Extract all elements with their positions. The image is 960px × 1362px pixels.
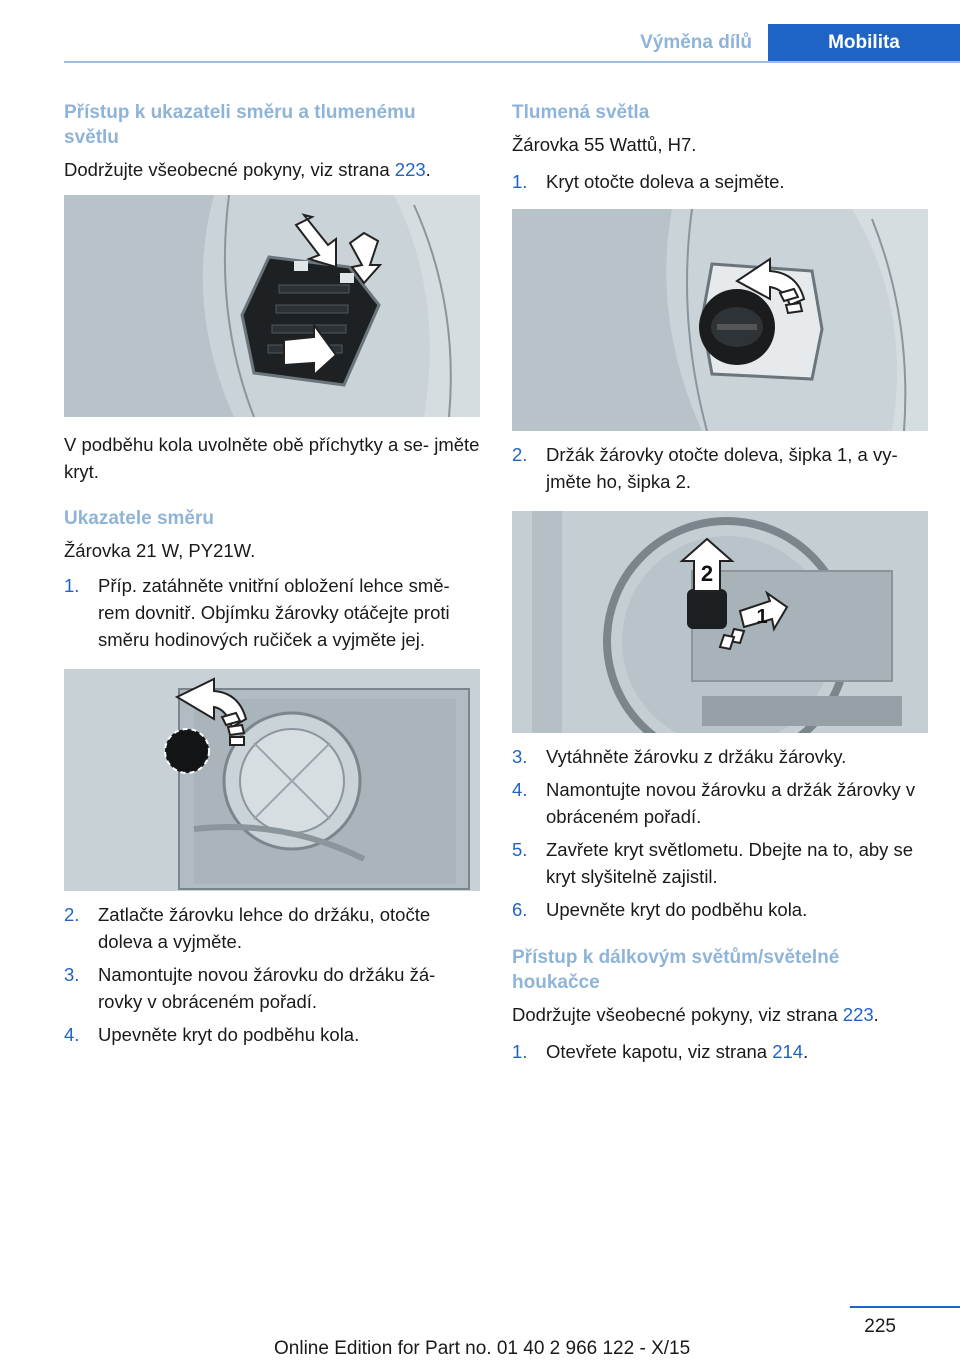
list-item: 4. Namontujte novou žárovku a držák žárovky v obráceném pořadí. bbox=[512, 779, 916, 827]
page-header bbox=[624, 24, 960, 62]
steps-b bbox=[64, 901, 482, 1048]
list-item: 1. Kryt otočte doleva a sejměte. bbox=[512, 171, 785, 192]
page-link-214[interactable]: 214 bbox=[772, 1041, 804, 1062]
heading-low-beam: Tlumená světla bbox=[512, 102, 650, 123]
page-link-223[interactable]: 223 bbox=[842, 1004, 874, 1025]
list-item: 3. Namontujte novou žárovku do držáku žá‐ rovky v obráceném pořadí. bbox=[64, 964, 436, 1012]
figure-bulb-socket bbox=[64, 669, 480, 891]
list-item: 5. Zavřete kryt světlometu. Dbejte na to, aby se kryt slyšitelně zajistil. bbox=[512, 839, 914, 887]
steps-c bbox=[512, 743, 930, 923]
list-item: 2. Zatlačte žárovku lehce do držáku, otočte doleva a vyjměte. bbox=[64, 904, 431, 952]
list-item: 1. Příp. zatáhněte vnitřní obložení lehce smě‐ rem dovnitř. Objímku žárovky otáčejte proti směru hodinových ručiček a vyjměte jej. bbox=[64, 575, 450, 650]
bulb-spec: Žárovka 21 W, PY21W. bbox=[64, 540, 256, 561]
steps-a bbox=[64, 572, 482, 653]
footer-rule bbox=[850, 1306, 960, 1308]
figure-bulb-holder bbox=[512, 511, 928, 733]
figure-wheel-arch-cover bbox=[64, 195, 480, 417]
heading-turn-signals: Ukazatele směru bbox=[64, 508, 214, 529]
list-item: 1. Otevřete kapotu, viz strana 214. bbox=[512, 1041, 809, 1062]
figure-headlight-cover bbox=[512, 209, 928, 431]
right-column bbox=[512, 100, 930, 1065]
heading-high-beam-access: Přístup k dálkovým světům/světelné houkačce bbox=[512, 947, 840, 993]
list-item: 4. Upevněte kryt do podběhu kola. bbox=[64, 1024, 360, 1045]
arrow-1-label: 1 bbox=[756, 606, 768, 628]
section-tab[interactable]: Výměna dílů bbox=[640, 32, 752, 53]
chapter-tab[interactable]: Mobilita bbox=[768, 24, 960, 62]
left-column bbox=[64, 100, 482, 1048]
general-instructions-text: Dodržujte všeobecné pokyny, viz strana 223. bbox=[64, 159, 431, 180]
list-item: 2. Držák žárovky otočte doleva, šipka 1, a vy‐ jměte ho, šipka 2. bbox=[512, 444, 898, 492]
general-instructions-text: Dodržujte všeobecné pokyny, viz strana 223. bbox=[512, 1004, 879, 1025]
page-number: 225 bbox=[864, 1316, 896, 1337]
list-item: 6. Upevněte kryt do podběhu kola. bbox=[512, 899, 808, 920]
bulb-spec: Žárovka 55 Wattů, H7. bbox=[512, 134, 697, 155]
list-item: 3. Vytáhněte žárovku z držáku žárovky. bbox=[512, 746, 847, 767]
release-clips-text: V podběhu kola uvolněte obě příchytky a se‐ jměte kryt. bbox=[64, 434, 480, 482]
header-rule bbox=[64, 61, 960, 63]
page-link-223[interactable]: 223 bbox=[394, 159, 426, 180]
heading-turn-signal-access: Přístup k ukazateli směru a tlumenému světlu bbox=[64, 102, 416, 148]
arrow-2-label: 2 bbox=[700, 561, 714, 586]
online-edition-note: Online Edition for Part no. 01 40 2 966 122 - X/15 bbox=[274, 1338, 691, 1359]
